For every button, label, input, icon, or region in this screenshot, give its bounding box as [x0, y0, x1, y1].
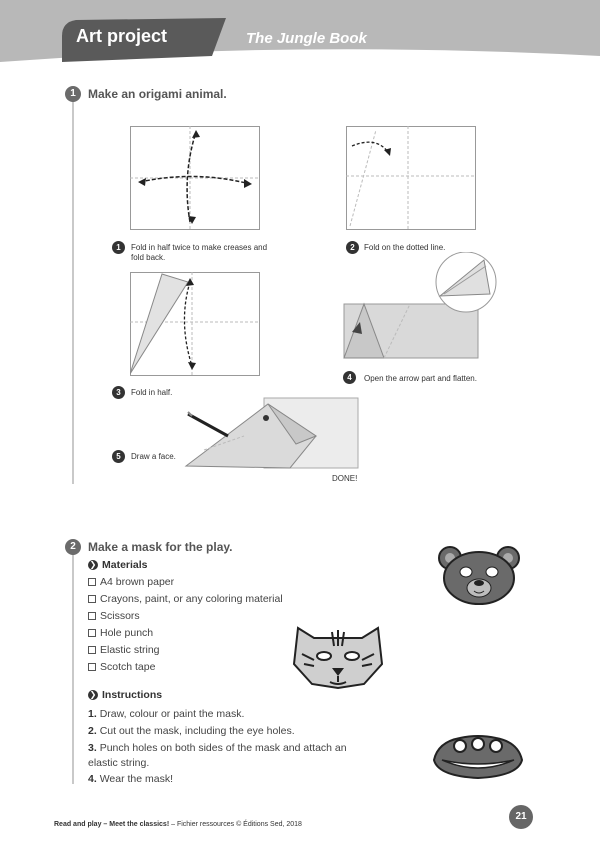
material-label: Elastic string — [100, 644, 160, 656]
tiger-mask-illustration — [292, 624, 384, 690]
checkbox-icon — [88, 578, 96, 586]
checkbox-icon — [88, 595, 96, 603]
instruction-text: Wear the mask! — [99, 773, 174, 785]
step-5-number: 5 — [112, 450, 125, 463]
materials-heading — [88, 559, 148, 571]
instructions-heading — [88, 689, 162, 701]
checkbox-icon — [88, 663, 96, 671]
done-label: DONE! — [332, 474, 358, 483]
section-1-rule — [72, 100, 74, 484]
step-2-text: Fold on the dotted line. — [364, 243, 446, 252]
materials-heading-text: Materials — [102, 559, 148, 571]
instructions-heading-text: Instructions — [102, 689, 163, 701]
material-item — [88, 593, 283, 605]
chevron-right-icon: ❯ — [89, 560, 97, 569]
instruction-item — [88, 772, 358, 787]
section-2-rule — [72, 554, 74, 784]
origami-step-2-diagram — [346, 126, 476, 230]
instruction-item — [88, 741, 358, 771]
step-3-text: Fold in half. — [131, 388, 173, 397]
page-section-tab: Art project — [76, 26, 168, 46]
chevron-right-icon: ❯ — [89, 690, 97, 699]
footer-rest: – Fichier ressources © Éditions Sed, 2018 — [169, 821, 302, 828]
step-4-text: Open the arrow part and flatten. — [364, 374, 477, 383]
snake-mask-illustration — [430, 730, 526, 780]
instruction-number: 2. — [88, 725, 97, 737]
material-item — [88, 627, 153, 639]
step-1-text: Fold in half twice to make creases and fold back. — [131, 243, 268, 262]
bear-mask-illustration — [436, 544, 522, 606]
footer-book-title: Read and play – Meet the classics! — [54, 821, 170, 828]
step-3-number: 3 — [112, 386, 125, 399]
instruction-number: 1. — [88, 708, 97, 720]
step-2-number: 2 — [346, 241, 359, 254]
checkbox-icon — [88, 646, 96, 654]
material-item — [88, 661, 155, 673]
material-item — [88, 644, 160, 656]
origami-step-3-diagram — [130, 272, 260, 376]
instruction-number: 3. — [88, 742, 97, 754]
footer-credit — [54, 821, 302, 828]
section-2-title: Make a mask for the play. — [88, 540, 233, 554]
material-label: Scotch tape — [100, 661, 156, 673]
step-5-text: Draw a face. — [131, 452, 176, 461]
section-1-title: Make an origami animal. — [88, 87, 227, 101]
origami-step-5-diagram — [184, 396, 360, 470]
instruction-text: Cut out the mask, including the eye holes. — [99, 725, 295, 737]
page-number: 21 — [509, 805, 533, 829]
section-1-number: 1 — [65, 86, 81, 102]
instruction-item — [88, 707, 358, 722]
origami-step-4-diagram — [340, 252, 502, 360]
material-label: Scissors — [100, 610, 140, 622]
instruction-text: Punch holes on both sides of the mask and attach an elastic string. — [88, 742, 347, 769]
step-4-number: 4 — [343, 371, 356, 384]
page-subtitle: The Jungle Book — [246, 30, 367, 47]
material-item — [88, 576, 174, 588]
material-label: A4 brown paper — [100, 576, 175, 588]
material-label: Hole punch — [100, 627, 154, 639]
origami-step-1-diagram — [130, 126, 260, 230]
instruction-text: Draw, colour or paint the mask. — [99, 708, 245, 720]
step-1-number: 1 — [112, 241, 125, 254]
checkbox-icon — [88, 629, 96, 637]
material-label: Crayons, paint, or any coloring material — [100, 593, 283, 605]
material-item — [88, 610, 140, 622]
instruction-item — [88, 724, 358, 739]
checkbox-icon — [88, 612, 96, 620]
instruction-number: 4. — [88, 773, 97, 785]
section-2-number: 2 — [65, 539, 81, 555]
